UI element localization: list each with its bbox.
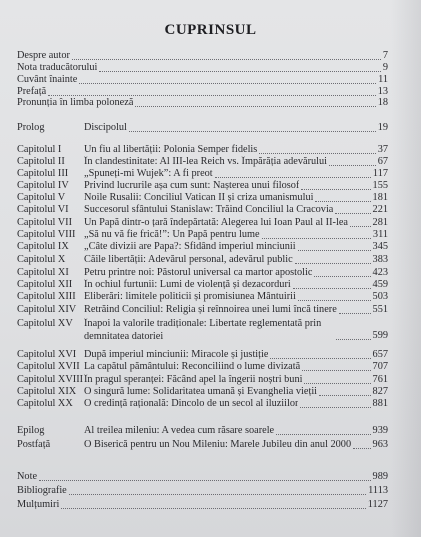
toc-entry-body <box>84 180 388 192</box>
dot-leader <box>339 304 371 314</box>
toc-entry-page: 9 <box>382 62 388 73</box>
toc-entry-page: 181 <box>372 192 388 203</box>
toc-entry <box>0 439 421 451</box>
toc-entry-title: Bibliografie <box>17 485 67 496</box>
toc-entry <box>0 471 421 483</box>
toc-entry-page: 345 <box>372 241 388 252</box>
toc-entry-label: Capitolul IX <box>17 241 69 252</box>
toc-entry-title: Un fiu al libertății: Polonia Semper fidelis <box>84 144 258 155</box>
toc-entry-label: Epilog <box>17 425 45 436</box>
dot-leader <box>335 204 370 214</box>
toc-entry-label: Capitolul XIV <box>17 304 77 315</box>
dot-leader <box>304 374 370 384</box>
toc-entry <box>0 156 421 168</box>
toc-entry-label: Capitolul V <box>17 192 66 203</box>
toc-entry-title: O singură lume: Solidaritatea umană și Evanghelia vieții <box>84 386 318 397</box>
toc-entry <box>0 229 421 241</box>
toc-entry-body <box>17 471 388 483</box>
toc-entry-body <box>84 349 388 361</box>
toc-entry <box>0 349 421 361</box>
toc-entry-page: 423 <box>372 267 388 278</box>
toc-entry-label: Capitolul XV <box>17 318 73 329</box>
toc-entry <box>0 217 421 229</box>
toc-entry <box>0 122 421 134</box>
toc-entry-title: În pragul speranței: Făcând apel la îngerii noștri buni <box>84 374 303 385</box>
dot-leader <box>295 254 371 264</box>
toc-entry-title: Despre autor <box>17 50 70 61</box>
dot-leader <box>48 86 376 96</box>
toc-entry-page: 311 <box>372 229 388 240</box>
dot-leader <box>69 485 366 495</box>
dot-leader <box>298 241 371 251</box>
toc-entry <box>0 267 421 279</box>
toc-entry <box>0 386 421 398</box>
toc-entry <box>0 144 421 156</box>
toc-entry-page: 459 <box>372 279 388 290</box>
toc-entry-body <box>84 425 388 437</box>
toc-entry-body <box>84 168 388 180</box>
toc-entry-page: 37 <box>377 144 388 155</box>
dot-leader <box>314 267 370 277</box>
toc-entry-title: Un Papă dintr-o țară îndepărtată: Alegerea lui Ioan Paul al II-lea <box>84 217 348 228</box>
toc-entry-body <box>84 267 388 279</box>
dot-leader <box>79 74 376 84</box>
toc-entry-title: Discipolul <box>84 122 127 133</box>
dot-leader <box>270 349 370 359</box>
toc-entry-page: 963 <box>372 439 388 450</box>
dot-leader <box>300 398 370 408</box>
dot-leader <box>99 62 380 72</box>
toc-entry-page: 67 <box>377 156 388 167</box>
toc-entry-title: Privind lucrurile așa cum sunt: Nașterea unui filosof <box>84 180 300 191</box>
toc-entry-title: Prefață <box>17 86 47 97</box>
toc-entry-title: Note <box>17 471 38 482</box>
toc-entry-body <box>84 279 388 291</box>
toc-entry-title: O credință rațională: Dincolo de un secol al iluziilor <box>84 398 299 409</box>
toc-entry-page: 551 <box>372 304 388 315</box>
toc-entry-label: Capitolul XX <box>17 398 73 409</box>
toc-entry-body <box>84 374 388 386</box>
toc-entry <box>0 304 421 316</box>
toc-entry-body <box>84 229 388 241</box>
toc-entry <box>0 168 421 180</box>
toc-entry-body <box>84 439 388 451</box>
dot-leader <box>315 192 370 202</box>
dot-leader <box>293 279 371 289</box>
toc-entry <box>0 180 421 192</box>
dot-leader <box>262 229 371 239</box>
toc-entry-label: Capitolul VI <box>17 204 69 215</box>
toc-entry-title: Al treilea mileniu: A vedea cum răsare soarele <box>84 425 275 436</box>
toc-entry-title: Căile libertății: Adevărul personal, adevărul public <box>84 254 293 265</box>
toc-entry-body <box>17 499 388 511</box>
toc-entry-body <box>84 241 388 253</box>
toc-entry-title: Mulțumiri <box>17 499 60 510</box>
toc-entry-title: Pronunția în limba poloneză <box>17 97 134 108</box>
toc-entry-title: „Să nu vă fie frică!”: Un Papă pentru lume <box>84 229 260 240</box>
toc-entry-title: După imperiul minciunii: Miracole și justiție <box>84 349 269 360</box>
toc-entry-title: Cuvânt înainte <box>17 74 78 85</box>
toc-entry-page: 117 <box>372 168 388 179</box>
toc-entry-label: Capitolul VIII <box>17 229 76 240</box>
page-edge-shadow <box>391 0 421 537</box>
dot-leader <box>215 168 371 178</box>
toc-entry-title: O Biserică pentru un Nou Mileniu: Marele Jubileu din anul 2000 <box>84 439 352 450</box>
toc-entry-label: Postfață <box>17 439 51 450</box>
toc-entry-title: Eliberări: limitele politicii și promisiunea Mântuirii <box>84 291 296 302</box>
toc-entry <box>0 192 421 204</box>
toc-entry <box>0 398 421 410</box>
toc-entry-label: Capitolul IV <box>17 180 69 191</box>
toc-entry-label: Prolog <box>17 122 45 133</box>
dot-leader <box>336 330 371 340</box>
toc-entry <box>0 499 421 511</box>
dot-leader <box>329 156 376 166</box>
toc-entry <box>0 204 421 216</box>
toc-entry-body <box>84 304 388 316</box>
toc-entry <box>0 425 421 437</box>
toc-entry-page: 989 <box>372 471 388 482</box>
toc-entry-body <box>84 386 388 398</box>
toc-entry-body <box>84 204 388 216</box>
toc-entry-title: „Spuneți-mi Wujek”: A fi preot <box>84 168 213 179</box>
toc-entry-label: Capitolul XVI <box>17 349 77 360</box>
toc-entry <box>0 318 421 342</box>
toc-entry-body <box>17 74 388 86</box>
toc-entry-title: Înapoi la valorile tradiționale: Libertate reglementată prin <box>84 318 322 329</box>
toc-entry-page: 155 <box>372 180 388 191</box>
dot-leader <box>61 499 365 509</box>
toc-entry-body <box>17 50 388 62</box>
dot-leader <box>302 361 370 371</box>
toc-entry-label: Capitolul XI <box>17 267 69 278</box>
toc-entry <box>0 50 421 62</box>
toc-entry-label: Capitolul XVII <box>17 361 80 372</box>
toc-entry-page: 881 <box>372 398 388 409</box>
toc-entry-body <box>84 122 388 134</box>
dot-leader <box>276 425 370 435</box>
toc-entry-label: Capitolul II <box>17 156 65 167</box>
toc-entry-body <box>84 398 388 410</box>
toc-entry-title: Noile Rusalii: Conciliul Vatican II și criza umanismului <box>84 192 314 203</box>
toc-entry-body <box>84 217 388 229</box>
toc-entry-page: 707 <box>372 361 388 372</box>
toc-entry-page: 7 <box>382 50 388 61</box>
toc-entry-label: Capitolul I <box>17 144 62 155</box>
toc-entry-label: Capitolul XIII <box>17 291 76 302</box>
toc-entry-title: În ochiul furtunii: Lumi de violență și dezacorduri <box>84 279 291 290</box>
dot-leader <box>135 97 375 107</box>
toc-entry <box>0 254 421 266</box>
toc-entry-body <box>17 485 388 497</box>
toc-entry-page: 1113 <box>368 485 388 496</box>
toc-entry <box>0 485 421 497</box>
toc-entry-title: „Câte divizii are Papa?: Sfidând imperiul minciunii <box>84 241 296 252</box>
toc-entry-body <box>17 62 388 74</box>
toc-entry-page: 939 <box>372 425 388 436</box>
toc-entry-page: 221 <box>372 204 388 215</box>
toc-entry-title: Retrăind Conciliul: Religia și reînnoirea unei lumi încă tinere <box>84 304 337 315</box>
dot-leader <box>39 471 371 481</box>
toc-entry <box>0 74 421 86</box>
toc-entry <box>0 291 421 303</box>
dot-leader <box>298 291 371 301</box>
page-title: CUPRINSUL <box>164 22 257 38</box>
toc-entry-page: 18 <box>377 97 388 108</box>
dot-leader <box>129 122 376 132</box>
toc-entry-page: 281 <box>372 217 388 228</box>
dot-leader <box>350 217 371 227</box>
toc-entry-title: În clandestinitate: Al III-lea Reich vs. Împărăția adevărului <box>84 156 328 167</box>
toc-entry-page: 503 <box>372 291 388 302</box>
toc-entry <box>0 279 421 291</box>
toc-entry-title: Succesorul sfântului Stanislaw: Trăind Conciliul la Cracovia <box>84 204 334 215</box>
toc-entry-page: 19 <box>377 122 388 133</box>
dot-leader <box>319 386 370 396</box>
toc-entry-label: Capitolul III <box>17 168 69 179</box>
toc-entry-label: Capitolul VII <box>17 217 73 228</box>
toc-entry-label: Capitolul XIX <box>17 386 77 397</box>
toc-entry-label: Capitolul XII <box>17 279 73 290</box>
toc-entry-body <box>84 318 388 342</box>
toc-entry-page: 657 <box>372 349 388 360</box>
toc-entry-page: 383 <box>372 254 388 265</box>
dot-leader <box>301 180 370 190</box>
toc-entry-body <box>84 254 388 266</box>
toc-entry-page: 11 <box>378 74 388 85</box>
toc-entry-page: 1127 <box>367 499 388 510</box>
toc-entry-body <box>84 361 388 373</box>
toc-entry-page: 761 <box>372 374 388 385</box>
toc-entry-page: 827 <box>372 386 388 397</box>
toc-entry-body <box>84 144 388 156</box>
toc-entry-label: Capitolul XVIII <box>17 374 84 385</box>
toc-entry-page: 599 <box>372 330 388 341</box>
toc-entry <box>0 241 421 253</box>
toc-entry-title: Nota traducătorului <box>17 62 98 73</box>
dot-leader <box>259 144 375 154</box>
toc-entry <box>0 97 421 109</box>
toc-entry-title: Petru printre noi: Păstorul universal ca martor apostolic <box>84 267 313 278</box>
toc-entry <box>0 62 421 74</box>
toc-entry-body <box>84 192 388 204</box>
toc-entry-body <box>17 97 388 109</box>
toc-entry-label: Capitolul X <box>17 254 66 265</box>
dot-leader <box>353 439 370 449</box>
toc-entry-page: 13 <box>377 86 388 97</box>
toc-entry-title: La capătul pământului: Reconciliind o lume divizată <box>84 361 301 372</box>
toc-entry-body <box>84 291 388 303</box>
toc-entry-title-continued: demnitatea datoriei <box>84 331 164 342</box>
toc-entry-body <box>84 156 388 168</box>
toc-entry <box>0 374 421 386</box>
dot-leader <box>72 50 381 60</box>
toc-entry <box>0 361 421 373</box>
